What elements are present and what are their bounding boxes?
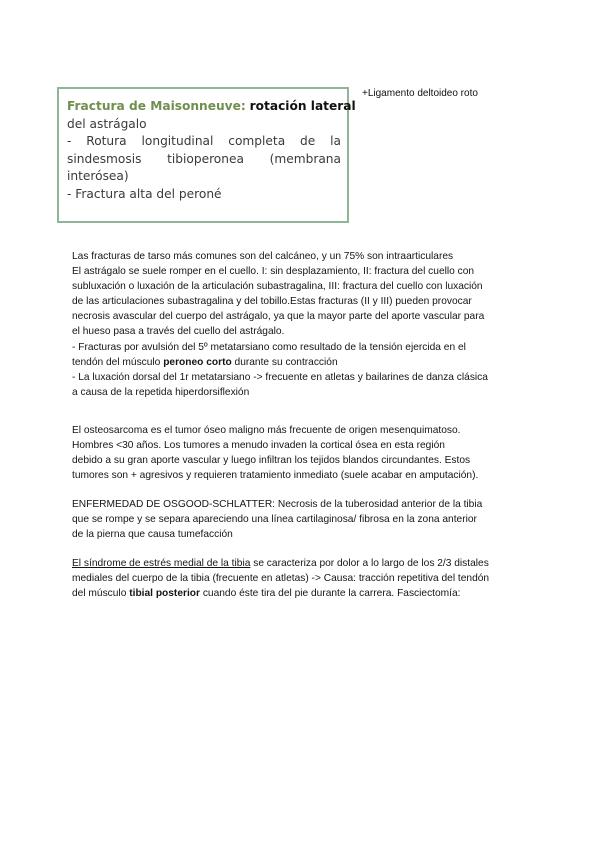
box-line: - Rotura longitudinal completa de la	[67, 134, 341, 149]
bold-term: peroneo corto	[163, 356, 232, 368]
underlined-term: El síndrome de estrés medial de la tibia	[72, 558, 251, 569]
text-line: ENFERMEDAD DE OSGOOD-SCHLATTER: Necrosis de la tuberosidad anterior de la tibia	[72, 499, 483, 510]
text-line: de la pierna que causa tumefacción	[72, 529, 233, 541]
text-fragment: durante su contracción	[234, 356, 338, 368]
text-line: - Fracturas por avulsión del 5º metatarsiano como resultado de la tensión ejercida en el	[72, 341, 466, 353]
box-line: - Fractura alta del peroné	[67, 186, 222, 201]
text-line: mediales del cuerpo de la tibia (frecuente en atletas) -> Causa: tracción repetitiva del tendón	[72, 573, 490, 585]
box-line: sindesmosis tibioperonea (membrana	[67, 151, 341, 166]
box-title: Fractura de Maisonneuve:	[67, 99, 246, 113]
osteosarcoma-paragraph	[72, 423, 532, 483]
osgood-paragraph	[72, 497, 532, 542]
text-line: debido a su gran aporte vascular y luego infiltran los tejidos blandos circundantes. Estos	[72, 455, 471, 467]
box-title-bold: rotación lateral	[249, 99, 356, 113]
text-line: de las articulaciones subastragalina y del tobillo.Estas fracturas (II y III) pueden provocar	[72, 296, 472, 308]
text-line	[72, 355, 532, 370]
text-line: el hueso pasa a través del cuello del astrágalo.	[72, 326, 285, 338]
text-line: - La luxación dorsal del 1r metatarsiano -> frecuente en atletas y bailarines de danza clásica	[72, 371, 488, 383]
box-line: interósea)	[67, 169, 129, 184]
text-line: tumores son + agresivos y requieren tratamiento inmediato (suele acabar en amputación).	[72, 470, 479, 482]
text-fragment: del músculo	[72, 588, 127, 600]
box-title-line	[67, 98, 356, 116]
text-fragment: cuando éste tira del pie durante la carrera. Fasciectomía:	[202, 588, 461, 600]
text-fragment: se caracteriza por dolor a lo largo de los 2/3 distales	[253, 558, 489, 569]
side-note: +Ligamento deltoideo roto	[362, 88, 478, 99]
box-line: del astrágalo	[67, 116, 147, 131]
text-line: Las fracturas de tarso más comunes son del calcáneo, y un 75% son intraarticulares	[72, 251, 454, 262]
estres-tibia-paragraph	[72, 556, 532, 601]
bold-term: tibial posterior	[129, 588, 200, 600]
text-line: El astrágalo se suele romper en el cuello. I: sin desplazamiento, II: fractura del cuello con	[72, 266, 475, 278]
text-line: Hombres <30 años. Los tumores a menudo invaden la cortical ósea en esta región	[72, 440, 445, 452]
tarso-paragraph	[72, 249, 532, 400]
maisonneuve-note-box	[57, 87, 356, 223]
text-line: que se rompe y se separa apareciendo una línea cartilaginosa/ fibrosa en la zona anterior	[72, 514, 477, 526]
text-fragment: tendón del músculo	[72, 356, 161, 368]
text-line: subluxación o luxación de la articulación subastragalina, III: fractura del cuello con luxación	[72, 281, 483, 293]
text-line: a causa de la repetida hiperdorsiflexión	[72, 386, 250, 398]
text-line	[72, 586, 532, 601]
text-line	[72, 556, 532, 571]
text-line: El osteosarcoma es el tumor óseo maligno más frecuente de origen mesenquimatoso.	[72, 425, 461, 436]
text-line: necrosis avascular del cuerpo del astrágalo, ya que la mayor parte del aporte vascular para	[72, 311, 485, 323]
